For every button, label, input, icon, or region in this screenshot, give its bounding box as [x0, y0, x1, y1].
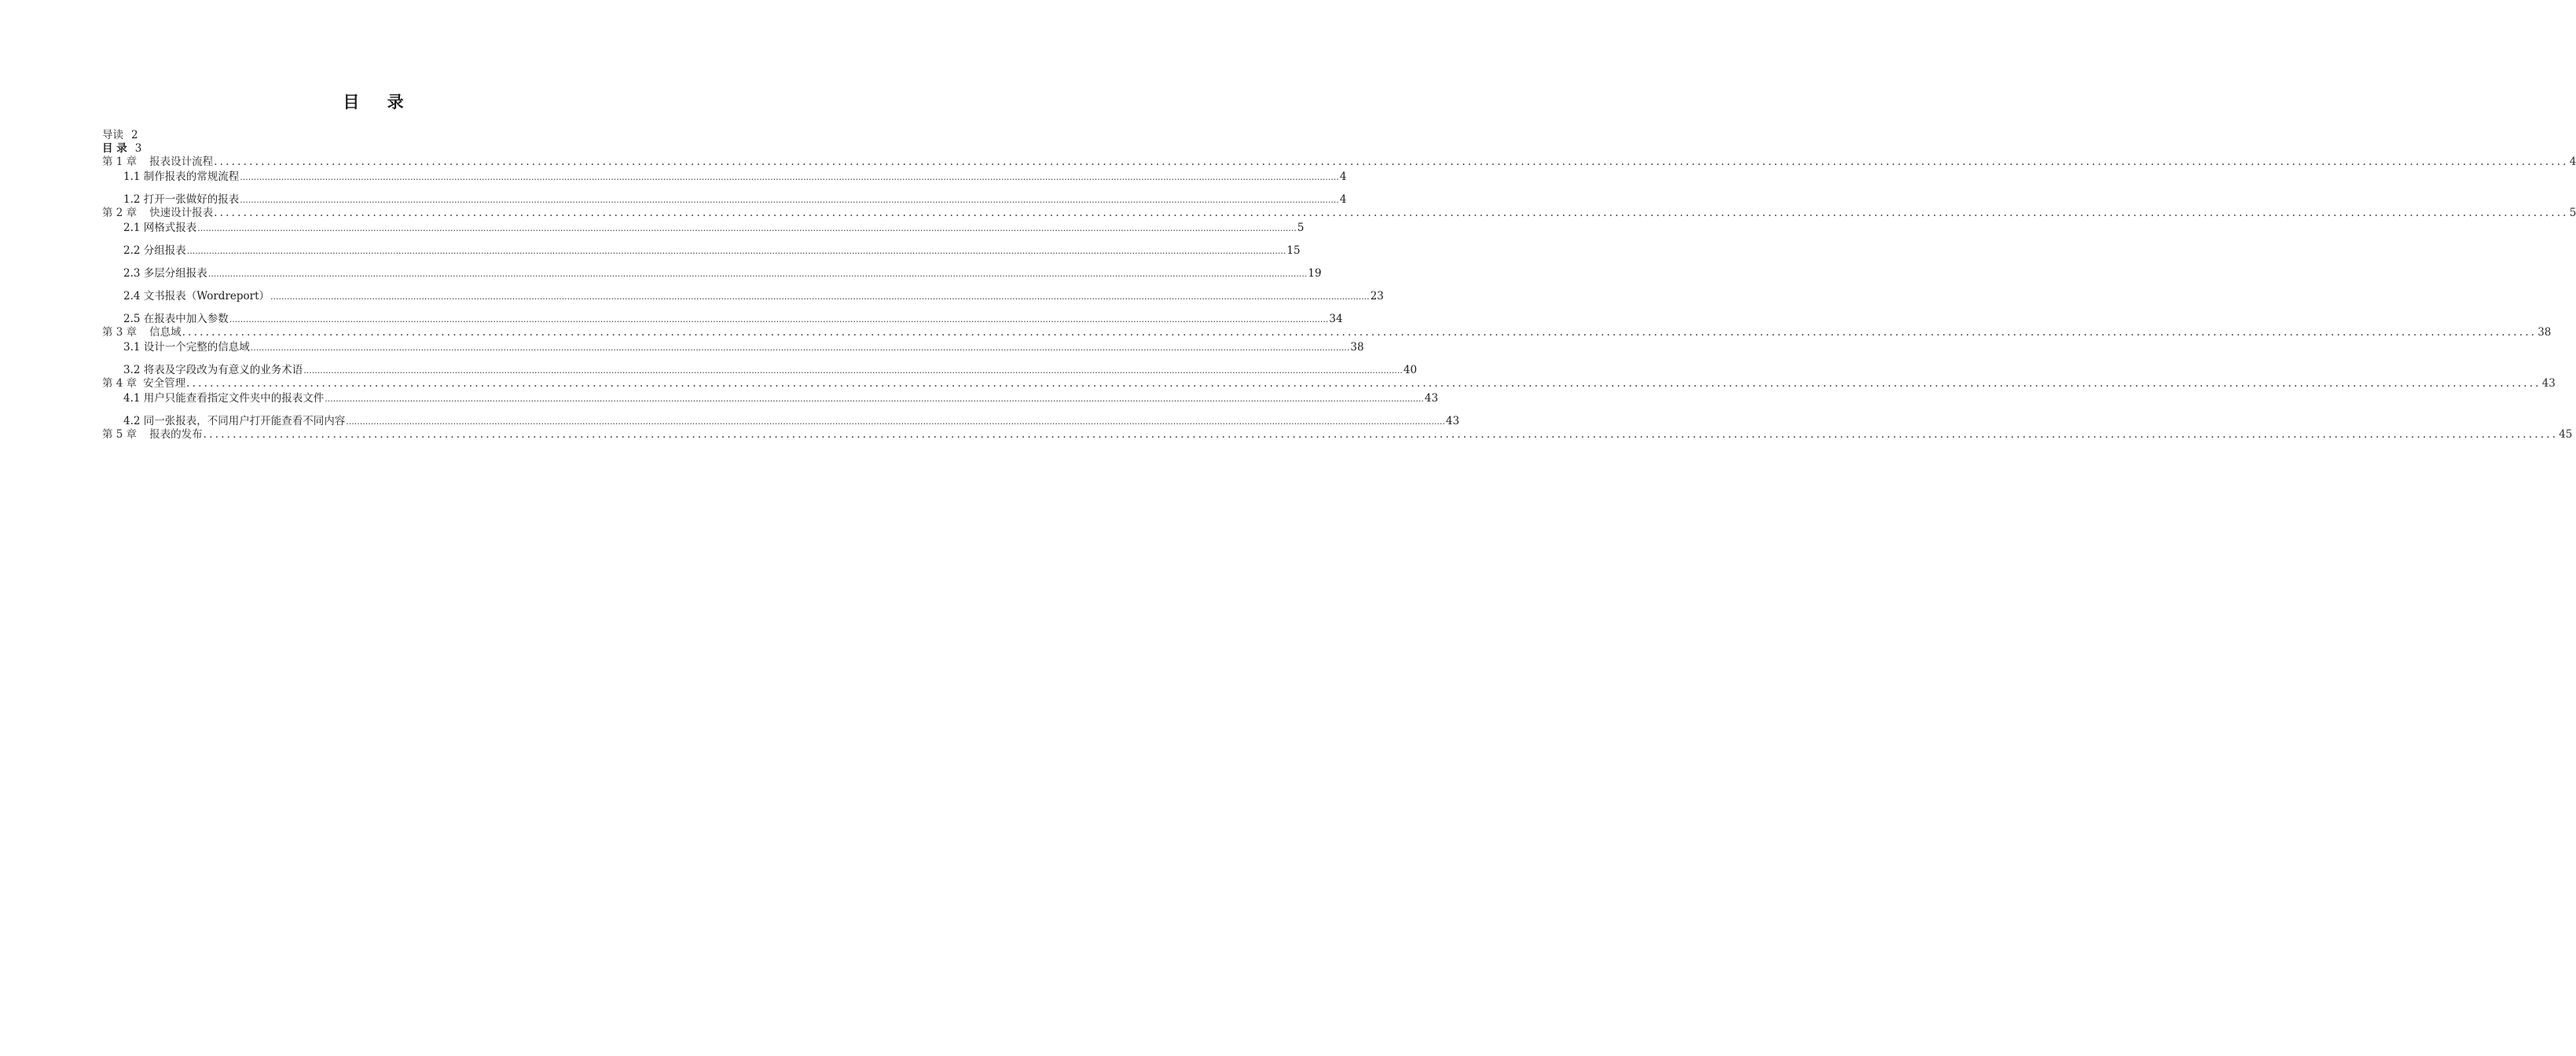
toc-section-label: 2.4 文书报表（Wordreport） [123, 290, 270, 302]
toc-dot-leader: ................................................................................................................................................................................................................................................................................................................................................................................................................ [197, 223, 1297, 233]
toc-entry-page: 38 [1350, 341, 1364, 354]
toc-entry[interactable] [102, 339, 1364, 354]
toc-dot-leader: ................................................................................................................................................................................................................................................................................................................................................................................................................ [182, 326, 2537, 339]
toc-dot-leader: ................................................................................................................................................................................................................................................................................................................................................................................................................ [303, 365, 1403, 376]
toc-entry-page: 3 [134, 142, 142, 155]
toc-entry-page: 15 [1286, 244, 1301, 257]
toc-entry[interactable] [102, 428, 2573, 442]
toc-dot-leader: ................................................................................................................................................................................................................................................................................................................................................................................................................ [186, 377, 2541, 390]
toc-chapter-heading [102, 207, 213, 220]
toc-chapter-title: 报表设计流程 [149, 156, 214, 168]
toc-entry[interactable] [102, 354, 1418, 377]
toc-chapter-heading [102, 377, 185, 390]
toc-entry[interactable] [102, 207, 2576, 220]
toc-dot-leader: ................................................................................................................................................................................................................................................................................................................................................................................................................ [270, 292, 1370, 302]
toc-entry[interactable] [102, 156, 2576, 169]
toc-chapter-title: 安全管理 [143, 377, 186, 390]
toc-chapter-number: 第 4 章 [102, 377, 138, 390]
toc-entry-page: 4 [1339, 170, 1347, 183]
toc-entry-page: 43 [1445, 415, 1460, 427]
toc-section-label: 4.1 用户只能查看指定文件夹中的报表文件 [123, 392, 325, 405]
toc-entry[interactable] [102, 142, 676, 156]
toc-entry[interactable] [102, 303, 1343, 326]
toc-entry[interactable] [102, 405, 1460, 428]
toc-dot-leader: ................................................................................................................................................................................................................................................................................................................................................................................................................ [207, 269, 1308, 279]
toc-entry[interactable] [102, 377, 2556, 390]
toc-entry[interactable] [102, 169, 1347, 184]
toc-chapter-number: 第 3 章 [102, 326, 138, 339]
toc-entry[interactable] [102, 258, 1322, 280]
toc-entry[interactable] [102, 129, 676, 142]
toc-section-label: 2.5 在报表中加入参数 [123, 313, 229, 325]
page-title: 目 录 [343, 93, 415, 112]
toc-dot-leader: ................................................................................................................................................................................................................................................................................................................................................................................................................ [240, 172, 1339, 182]
toc-chapter-number: 第 1 章 [102, 156, 138, 168]
toc-dot-leader: ................................................................................................................................................................................................................................................................................................................................................................................................................ [214, 156, 2569, 168]
toc-entry-page: 23 [1370, 290, 1384, 302]
toc-entry-page: 5 [2569, 207, 2576, 219]
toc-entry-page: 40 [1403, 364, 1418, 376]
toc-entry-page: 38 [2537, 326, 2552, 339]
toc-entry[interactable] [102, 280, 1384, 303]
toc-section-label: 2.2 分组报表 [123, 244, 186, 257]
table-of-contents [102, 129, 2576, 442]
toc-entry[interactable] [102, 390, 1439, 405]
toc-entry-label: 导读 [102, 129, 123, 141]
toc-dot-leader: ................................................................................................................................................................................................................................................................................................................................................................................................................ [214, 207, 2569, 219]
toc-dot-leader: ................................................................................................................................................................................................................................................................................................................................................................................................................ [346, 416, 1445, 427]
toc-chapter-title: 信息域 [149, 326, 182, 339]
toc-entry-page: 4 [1339, 193, 1347, 206]
toc-chapter-heading [102, 156, 213, 169]
toc-entry[interactable] [102, 220, 1305, 235]
toc-chapter-heading [102, 428, 203, 442]
toc-section-label: 2.3 多层分组报表 [123, 267, 207, 280]
toc-entry-page: 43 [2541, 377, 2556, 390]
toc-entry-page: 19 [1308, 267, 1322, 280]
toc-dot-leader: ................................................................................................................................................................................................................................................................................................................................................................................................................ [186, 246, 1286, 256]
toc-dot-leader: ................................................................................................................................................................................................................................................................................................................................................................................................................ [325, 394, 1424, 404]
toc-dot-leader: ................................................................................................................................................................................................................................................................................................................................................................................................................ [250, 343, 1350, 353]
toc-entry[interactable] [102, 326, 2552, 339]
toc-entry-label: 目 录 [102, 142, 127, 155]
toc-chapter-title: 快速设计报表 [149, 207, 214, 219]
toc-chapter-number: 第 2 章 [102, 207, 138, 219]
toc-section-label: 4.2 同一张报表，不同用户打开能查看不同内容 [123, 415, 346, 427]
toc-entry-page: 4 [2569, 156, 2576, 168]
toc-section-label: 1.2 打开一张做好的报表 [123, 193, 240, 206]
toc-entry-page: 2 [131, 129, 138, 141]
toc-entry-page: 5 [1297, 222, 1305, 234]
toc-section-label: 3.1 设计一个完整的信息域 [123, 341, 250, 354]
toc-section-label: 1.1 制作报表的常规流程 [123, 170, 240, 183]
toc-entry[interactable] [102, 235, 1301, 258]
toc-dot-leader: ................................................................................................................................................................................................................................................................................................................................................................................................................ [229, 314, 1329, 324]
toc-chapter-heading [102, 326, 182, 339]
toc-entry[interactable] [102, 184, 1347, 207]
toc-chapter-number: 第 5 章 [102, 428, 138, 441]
toc-chapter-title: 报表的发布 [149, 428, 203, 441]
toc-section-label: 2.1 网格式报表 [123, 222, 197, 234]
toc-dot-leader: ................................................................................................................................................................................................................................................................................................................................................................................................................ [240, 195, 1339, 205]
toc-entry-page: 45 [2559, 428, 2573, 441]
toc-dot-leader: ................................................................................................................................................................................................................................................................................................................................................................................................................ [203, 428, 2559, 441]
toc-entry-page: 34 [1329, 313, 1343, 325]
toc-section-label: 3.2 将表及字段改为有意义的业务术语 [123, 364, 303, 376]
toc-entry-page: 43 [1424, 392, 1439, 405]
